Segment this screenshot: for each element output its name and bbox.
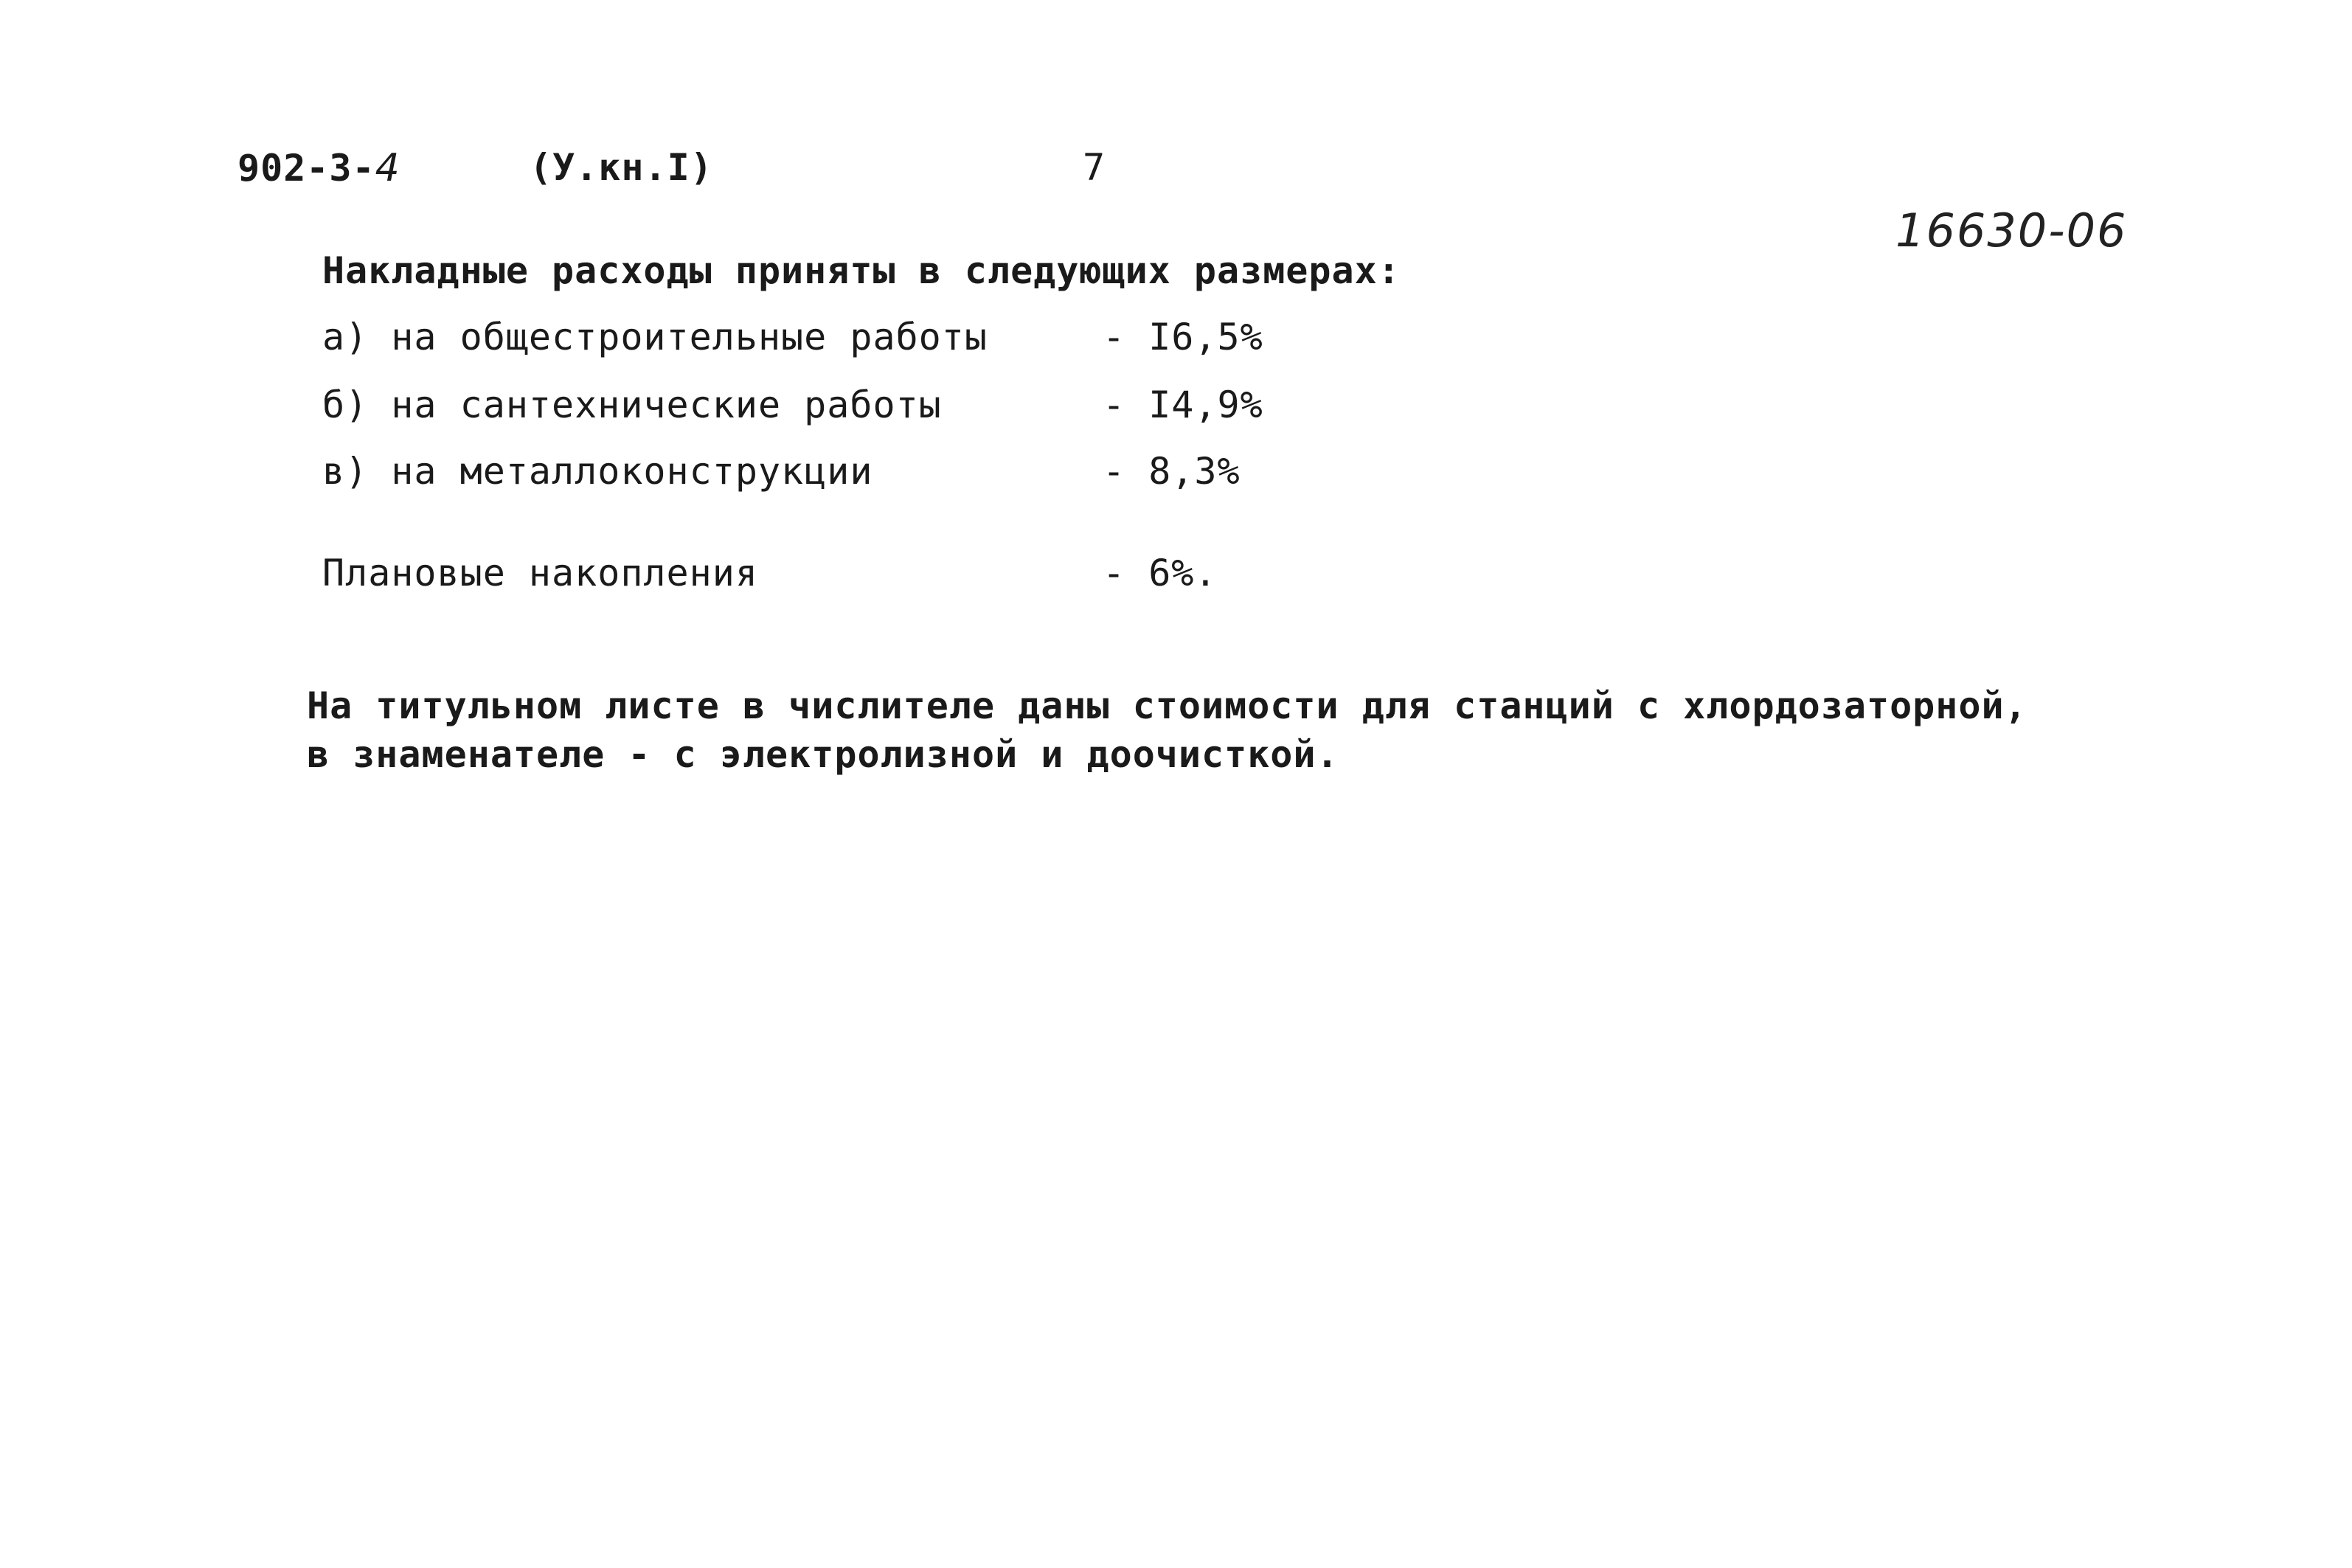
doc-code — [237, 146, 400, 190]
doc-code-suffix: 4 — [375, 146, 400, 190]
overhead-item-value: - 8,3% — [1103, 450, 1241, 493]
overhead-item-label: а) на общестроительные работы — [322, 316, 988, 358]
note-line-2: в знаменателе - с электролизной и доочисткой. — [307, 733, 1339, 776]
page-number: 7 — [1083, 146, 1106, 189]
overhead-item-value: - I6,5% — [1103, 316, 1263, 358]
savings-label: Плановые накопления — [322, 552, 758, 594]
savings-value: - 6%. — [1103, 552, 1218, 594]
overhead-item-label: в) на металлоконструкции — [322, 450, 873, 493]
overhead-intro: Накладные расходы приняты в следующих размерах: — [322, 249, 1401, 292]
doc-volume: (У.кн.I) — [530, 146, 713, 189]
doc-code-prefix: 902-3- — [237, 147, 375, 190]
note-line-1: На титульном листе в числителе даны стоимости для станций с хлордозаторной, — [307, 684, 2027, 727]
overhead-item-label: б) на сантехнические работы — [322, 384, 942, 426]
inventory-number: 16630-06 — [1895, 204, 2128, 257]
overhead-item-value: - I4,9% — [1103, 384, 1263, 426]
